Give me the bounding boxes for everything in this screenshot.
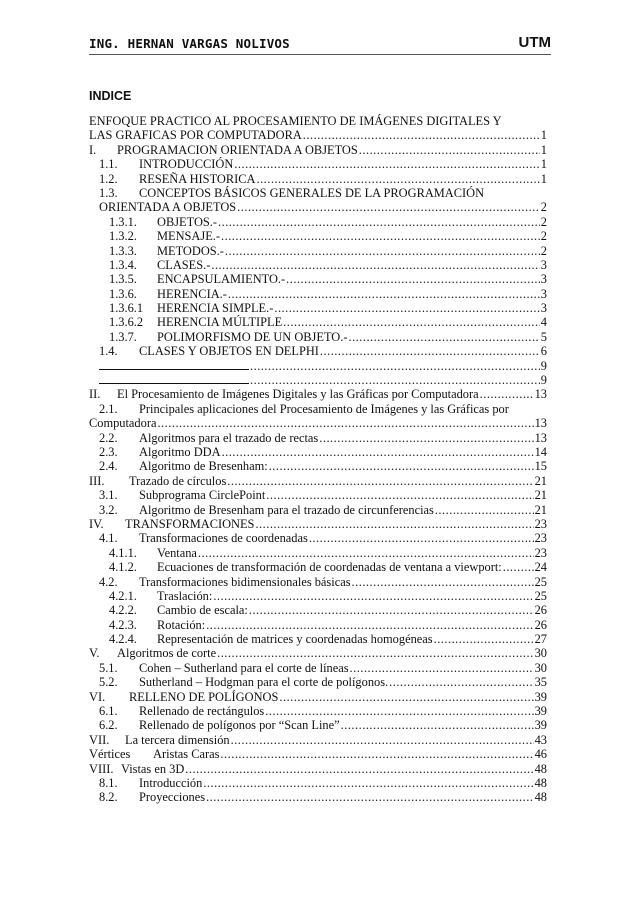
toc-entry-number: II. [89,387,101,402]
toc-entry-title: Algoritmo de Bresenham: [139,459,268,474]
toc-entry-page: 2 [540,214,547,229]
toc-leader-dots [279,690,533,704]
toc-entry-page: 30 [534,660,547,675]
toc-entry-page: 25 [534,588,547,603]
toc-leader-dots [434,632,534,646]
toc-entry[interactable] [89,517,547,531]
toc-entry-page: 1 [540,157,547,172]
toc-entry-number: 4.1.2. [109,560,137,575]
toc-entry[interactable] [89,474,547,488]
toc-entry-page: 35 [534,675,547,690]
toc-entry-page: 6 [540,344,547,359]
toc-entry-page: 4 [540,315,547,330]
toc-leader-dots [225,244,540,258]
toc-entry[interactable] [89,172,547,186]
toc-leader-dots [222,445,534,459]
toc-leader-dots [227,474,533,488]
toc-entry[interactable] [89,143,547,157]
toc-entry-page: 43 [534,732,547,747]
toc-entry-title: HERENCIA MÚLTIPLE [157,315,283,330]
toc-entry[interactable] [89,301,547,315]
toc-entry-number: 1.3.1. [109,214,137,229]
toc-entry-page: 39 [534,704,547,719]
toc-entry-title: Vistas en 3D [121,761,185,776]
toc-leader-dots [250,373,540,387]
toc-entry-number: 4.1.1. [109,545,137,560]
toc-entry-page: 46 [534,747,547,762]
toc-entry-title: ENFOQUE PRACTICO AL PROCESAMIENTO DE IMÁGENES DIGITALES Y [89,114,502,128]
toc-entry-title: Aristas Caras [153,747,220,762]
toc-entry[interactable] [89,646,547,660]
toc-entry-page: 21 [534,488,547,503]
toc-entry-number: 2.2. [99,430,118,445]
toc-entry-title: Ecuaciones de transformación de coordenadas de ventana a viewport: [157,560,502,575]
toc-entry-number: 8.1. [99,775,118,790]
header-institution: UTM [518,34,551,51]
toc-entry[interactable] [89,560,547,574]
toc-entry-number: 4.2.3. [109,617,137,632]
toc-entry[interactable] [89,661,547,675]
toc-entry-page: 23 [534,545,547,560]
toc-entry-number: 1.3.4. [109,257,137,272]
toc-entry-number: 5.1. [99,660,118,675]
toc-entry-title: LAS GRAFICAS POR COMPUTADORA [89,128,302,143]
toc-entry[interactable] [89,488,547,502]
toc-entry-number: 1.3.6. [109,286,137,301]
toc-leader-dots [350,661,534,675]
toc-entry[interactable] [89,359,547,373]
toc-entry[interactable] [89,459,547,473]
toc-leader-dots [341,718,534,732]
toc-entry[interactable] [89,762,547,776]
toc-entry[interactable] [89,330,547,344]
toc-entry-title: Principales aplicaciones del Procesamiento de Imágenes y las Gráficas por [139,401,509,416]
toc-entry-number: 6.2. [99,718,118,733]
toc-entry-title: Rotación: [157,617,206,632]
toc-leader-dots [250,359,540,373]
toc-entry-number: III. [89,473,105,488]
toc-entry-title: Sutherland – Hodgman para el corte de polígonos. [139,675,389,690]
toc-entry-number: 1.2. [99,171,118,186]
toc-entry-number: 1.3.7. [109,329,137,344]
toc-entry[interactable] [89,589,547,603]
toc-entry-title: Cambio de escala: [157,603,248,618]
toc-entry-title: TRANSFORMACIONES [125,516,255,531]
toc-entry-page: 39 [534,718,547,733]
toc-entry-title: OBJETOS.- [157,214,218,229]
toc-leader-dots [320,344,540,358]
toc-leader-dots [211,258,539,272]
toc-entry-title: Introducción [139,775,203,790]
toc-entry[interactable] [89,690,547,704]
toc-leader-dots [435,503,534,517]
toc-entry[interactable] [89,402,547,416]
toc-entry-page: 2 [540,200,547,215]
toc-leader-dots [283,315,540,329]
toc-entry-number: 1.3.5. [109,272,137,287]
toc-entry-page: 25 [534,574,547,589]
toc-entry-page: 13 [534,430,547,445]
toc-entry-title: PROGRAMACION ORIENTADA A OBJETOS [117,142,358,157]
toc-leader-dots [359,143,540,157]
toc-entry[interactable] [89,531,547,545]
toc-leader-dots [348,330,539,344]
toc-entry-number: 4.2.1. [109,588,137,603]
toc-entry-page: 27 [534,632,547,647]
toc-entry-title: MENSAJE.- [157,229,220,244]
toc-entry-title: ENCAPSULAMIENTO.- [157,272,286,287]
toc-leader-dots [269,459,534,473]
toc-entry-number: 1.3.2. [109,229,137,244]
toc-leader-dots [206,618,533,632]
toc-leader-dots [157,416,533,430]
toc-entry[interactable] [89,244,547,258]
toc-entry-title: Transformaciones bidimensionales básicas [139,574,351,589]
toc-entry[interactable] [89,575,547,589]
toc-leader-dots [203,776,533,790]
toc-entry-title: HERENCIA SIMPLE.- [157,301,274,316]
toc-entry-title: Algoritmos para el trazado de rectas [139,430,319,445]
toc-entry[interactable] [89,718,547,732]
toc-entry-title: El Procesamiento de Imágenes Digitales y las Gráficas por Computadora [117,387,479,402]
toc-entry-title: INTRODUCCIÓN [139,157,234,172]
toc-leader-dots [249,603,534,617]
toc-leader-dots [309,531,534,545]
toc-entry-number: 1.3.6.1 [109,301,144,316]
toc-entry[interactable] [89,416,547,430]
toc-entry-title: CLASES Y OBJETOS EN DELPHI [139,344,319,359]
toc-entry[interactable] [89,618,547,632]
toc-leader-dots [265,704,533,718]
toc-entry-number: V. [89,646,100,661]
toc-leader-dots [185,762,533,776]
toc-entry-title [99,373,249,387]
toc-entry[interactable] [89,704,547,718]
toc-entry-number: VII. [89,732,110,747]
toc-entry[interactable] [89,229,547,243]
toc-entry-title: METODOS.- [157,243,224,258]
toc-entry-title: Algoritmo DDA [139,444,221,459]
toc-entry-title: HERENCIA.- [157,286,227,301]
toc-leader-dots [352,575,534,589]
toc-leader-dots [255,517,533,531]
toc-entry[interactable] [89,675,547,689]
toc-entry-number: 4.2.2. [109,603,137,618]
toc-leader-dots [237,200,540,214]
toc-entry-page: 23 [534,516,547,531]
toc-entry-number: 3.2. [99,502,118,517]
toc-entry[interactable] [89,258,547,272]
toc-entry[interactable] [89,790,547,804]
toc-leader-dots [286,272,540,286]
toc-entry-title: Trazado de círculos [129,473,227,488]
toc-entry-number: 4.1. [99,531,118,546]
toc-entry-page: 5 [540,329,547,344]
toc-entry-page: 1 [540,128,547,143]
toc-leader-dots [217,646,534,660]
toc-entry[interactable] [89,315,547,329]
toc-leader-dots [221,229,540,243]
toc-entry[interactable] [89,272,547,286]
toc-entry-page: 30 [534,646,547,661]
toc-entry-title: Subprograma CirclePoint [139,488,266,503]
toc-entry[interactable] [89,157,547,171]
toc-entry-page: 3 [540,257,547,272]
toc-entry[interactable] [89,128,547,142]
toc-entry-page: 23 [534,531,547,546]
toc-entry-number: 1.3.3. [109,243,137,258]
toc-entry[interactable] [89,776,547,790]
toc-entry-page: 26 [534,617,547,632]
toc-entry-number: 1.4. [99,344,118,359]
toc-entry-title: Algoritmo de Bresenham para el trazado de circunferencias [139,502,434,517]
toc-entry-number: 3.1. [99,488,118,503]
toc-entry-title: RESEÑA HISTORICA [139,171,256,186]
toc-entry-page: 9 [540,373,547,388]
toc-leader-dots [303,128,540,142]
toc-leader-dots [228,287,540,301]
toc-entry-page: 26 [534,603,547,618]
toc-entry-number: 5.2. [99,675,118,690]
toc-leader-dots [266,488,533,502]
toc-entry-page: 9 [540,358,547,373]
toc-entry[interactable] [89,387,547,401]
toc-entry-page: 13 [534,387,547,402]
toc-entry-page: 48 [534,761,547,776]
toc-leader-dots [234,157,539,171]
toc-entry[interactable] [89,431,547,445]
header-author: ING. HERNAN VARGAS NOLIVOS [89,36,290,51]
toc-entry-page: 3 [540,286,547,301]
toc-entry-page: 48 [534,775,547,790]
toc-entry-page: 2 [540,243,547,258]
toc-leader-dots [206,790,534,804]
toc-entry-number: IV. [89,516,104,531]
toc-entry-page: 21 [534,502,547,517]
toc-entry-title: Cohen – Sutherland para el corte de líneas [139,660,349,675]
toc-entry-title: Rellenado de polígonos por “Scan Line” [139,718,340,733]
toc-leader-dots [220,747,533,761]
toc-entry-page: 13 [534,416,547,431]
toc-entry-number: 4.2. [99,574,118,589]
toc-entry-page: 14 [534,444,547,459]
toc-entry-title: Traslación: [157,588,213,603]
toc-entry-title: RELLENO DE POLÍGONOS [129,689,279,704]
toc-entry[interactable] [89,114,547,128]
toc-entry-number: VIII. [89,761,114,776]
toc-entry-number: I. [89,142,97,157]
toc-entry-title: POLIMORFISMO DE UN OBJETO.- [157,329,348,344]
toc-entry-number: Vértices [89,747,131,762]
toc-leader-dots [218,215,540,229]
toc-entry-number: VI. [89,689,106,704]
toc-entry-title: Proyecciones [139,790,206,805]
blank-title-line [99,373,249,384]
toc-entry[interactable] [89,344,547,358]
toc-entry-page: 39 [534,689,547,704]
toc-leader-dots [256,172,539,186]
table-of-contents [89,114,547,805]
toc-leader-dots [389,675,533,689]
toc-entry-number: 1.1. [99,157,118,172]
toc-entry-page: 21 [534,473,547,488]
toc-leader-dots [319,431,533,445]
page-header [89,36,551,55]
toc-entry-page: 3 [540,272,547,287]
toc-entry-page: 15 [534,459,547,474]
toc-leader-dots [274,301,539,315]
toc-entry-title: Representación de matrices y coordenadas homogéneas [157,632,433,647]
toc-entry[interactable] [89,287,547,301]
toc-entry-page: 3 [540,301,547,316]
toc-entry[interactable] [89,546,547,560]
toc-leader-dots [213,589,533,603]
toc-entry-number: 4.2.4. [109,632,137,647]
toc-entry-page: 24 [534,560,547,575]
toc-entry[interactable] [89,747,547,761]
toc-entry-page: 48 [534,790,547,805]
toc-entry-page: 2 [540,229,547,244]
toc-entry[interactable] [89,632,547,646]
toc-entry-number: 1.3.6.2 [109,315,144,330]
toc-entry[interactable] [89,373,547,387]
toc-entry-title: Transformaciones de coordenadas [139,531,308,546]
toc-entry[interactable] [89,503,547,517]
toc-entry-title: CLASES.- [157,257,211,272]
toc-entry-title: CONCEPTOS BÁSICOS GENERALES DE LA PROGRAMACIÓN [139,185,485,200]
toc-leader-dots [198,546,534,560]
toc-entry-title: Computadora [89,416,157,431]
toc-entry[interactable] [89,215,547,229]
toc-entry-number: 6.1. [99,704,118,719]
toc-entry-number: 1.3. [99,185,118,200]
toc-entry-title: Rellenado de rectángulos [139,704,265,719]
toc-entry-title: ORIENTADA A OBJETOS [99,200,237,215]
toc-entry-title: La tercera dimensión [125,732,230,747]
toc-entry-title [99,359,249,373]
toc-entry-number: 8.2. [99,790,118,805]
toc-entry[interactable] [89,445,547,459]
toc-entry[interactable] [89,733,547,747]
toc-entry[interactable] [89,603,547,617]
toc-leader-dots [480,387,534,401]
toc-entry-number: 2.3. [99,444,118,459]
toc-entry-number: 2.4. [99,459,118,474]
toc-entry-title: Algoritmos de corte [117,646,217,661]
toc-entry-page: 1 [540,171,547,186]
toc-entry-number: 2.1. [99,401,118,416]
toc-leader-dots [231,733,534,747]
blank-title-line [99,359,249,370]
toc-entry-page: 1 [540,142,547,157]
index-title: INDICE [89,89,132,103]
toc-entry[interactable] [89,186,547,200]
toc-entry[interactable] [89,200,547,214]
toc-leader-dots [503,560,534,574]
toc-entry-title: Ventana [157,545,197,560]
